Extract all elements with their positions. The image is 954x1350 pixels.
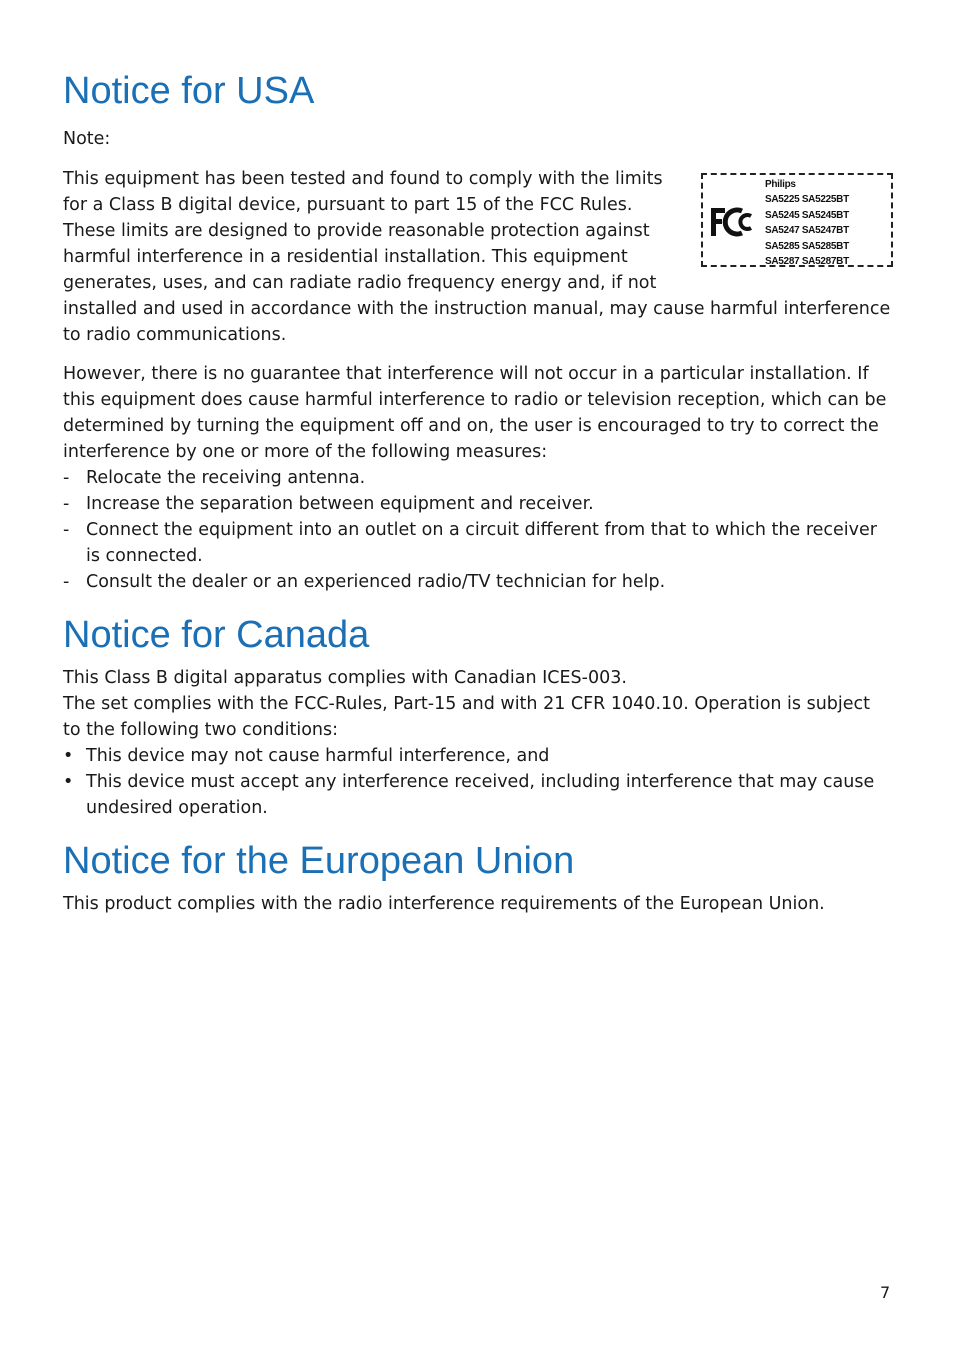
fcc-label-line: Philips (765, 179, 796, 190)
list-item: • This device must accept any interference received, including interference that may cause undesired operation. (63, 769, 893, 821)
usa-intro-block (63, 166, 893, 348)
list-item: • This device may not cause harmful interference, and (63, 743, 893, 769)
bullet-marker: • (63, 746, 74, 766)
fcc-compliance-label (701, 173, 893, 267)
fcc-logo-icon (711, 207, 759, 237)
list-item: - Consult the dealer or an experienced radio/TV technician for help. (63, 569, 893, 595)
fcc-label-line: SA5247 SA5247BT (765, 225, 849, 237)
heading-eu: Notice for the European Union (63, 840, 575, 882)
note-label: Note: (63, 129, 111, 149)
list-item: - Relocate the receiving antenna. (63, 465, 893, 491)
fcc-label-line: SA5285 SA5285BT (765, 240, 849, 252)
canada-conditions-list (63, 743, 893, 821)
heading-canada: Notice for Canada (63, 614, 370, 656)
list-item: - Connect the equipment into an outlet on a circuit different from that to which the receiver is connected. (63, 517, 893, 569)
svg-text:FC: FC (711, 207, 713, 208)
page-content (63, 0, 893, 917)
dash-marker: - (63, 494, 70, 514)
dash-marker: - (63, 468, 70, 488)
eu-text: This product complies with the radio interference requirements of the European Union. (63, 894, 825, 914)
dash-marker: - (63, 520, 70, 540)
bullet-marker: • (63, 772, 74, 792)
dash-marker: - (63, 572, 70, 592)
fcc-label-line: SA5287 SA5287BT (765, 256, 849, 268)
list-item: - Increase the separation between equipment and receiver. (63, 491, 893, 517)
usa-paragraph-1: This equipment has been tested and found to comply with the limits for a Class B digital device, pursuant to part 15 of the FCC Rules. These limits are designed to provide reasonable protection against harmful interference in a residential installation. This equipment generates, uses, and can radiate radio frequency energy and, if not installed and used in accordance with the instruction manual, may cause harmful interference to radio communications. (63, 169, 891, 345)
usa-measures-list (63, 465, 893, 595)
fcc-label-line: SA5225 SA5225BT (765, 194, 849, 206)
usa-paragraph-2: However, there is no guarantee that interference will not occur in a particular installation. If this equipment does cause harmful interference to radio or television reception, which can be determined by turning the equipment off and on, the user is encouraged to try to correct the interference by one or more of the following measures: (63, 364, 887, 462)
fcc-label-text (765, 177, 849, 269)
canada-line-1: This Class B digital apparatus complies with Canadian ICES-003. (63, 668, 627, 688)
page-number: 7 (880, 1283, 891, 1302)
heading-usa: Notice for USA (63, 70, 315, 112)
canada-line-2: The set complies with the FCC-Rules, Part-15 and with 21 CFR 1040.10. Operation is subject to the following two conditions: (63, 694, 871, 740)
fcc-label-line: SA5245 SA5245BT (765, 209, 849, 221)
